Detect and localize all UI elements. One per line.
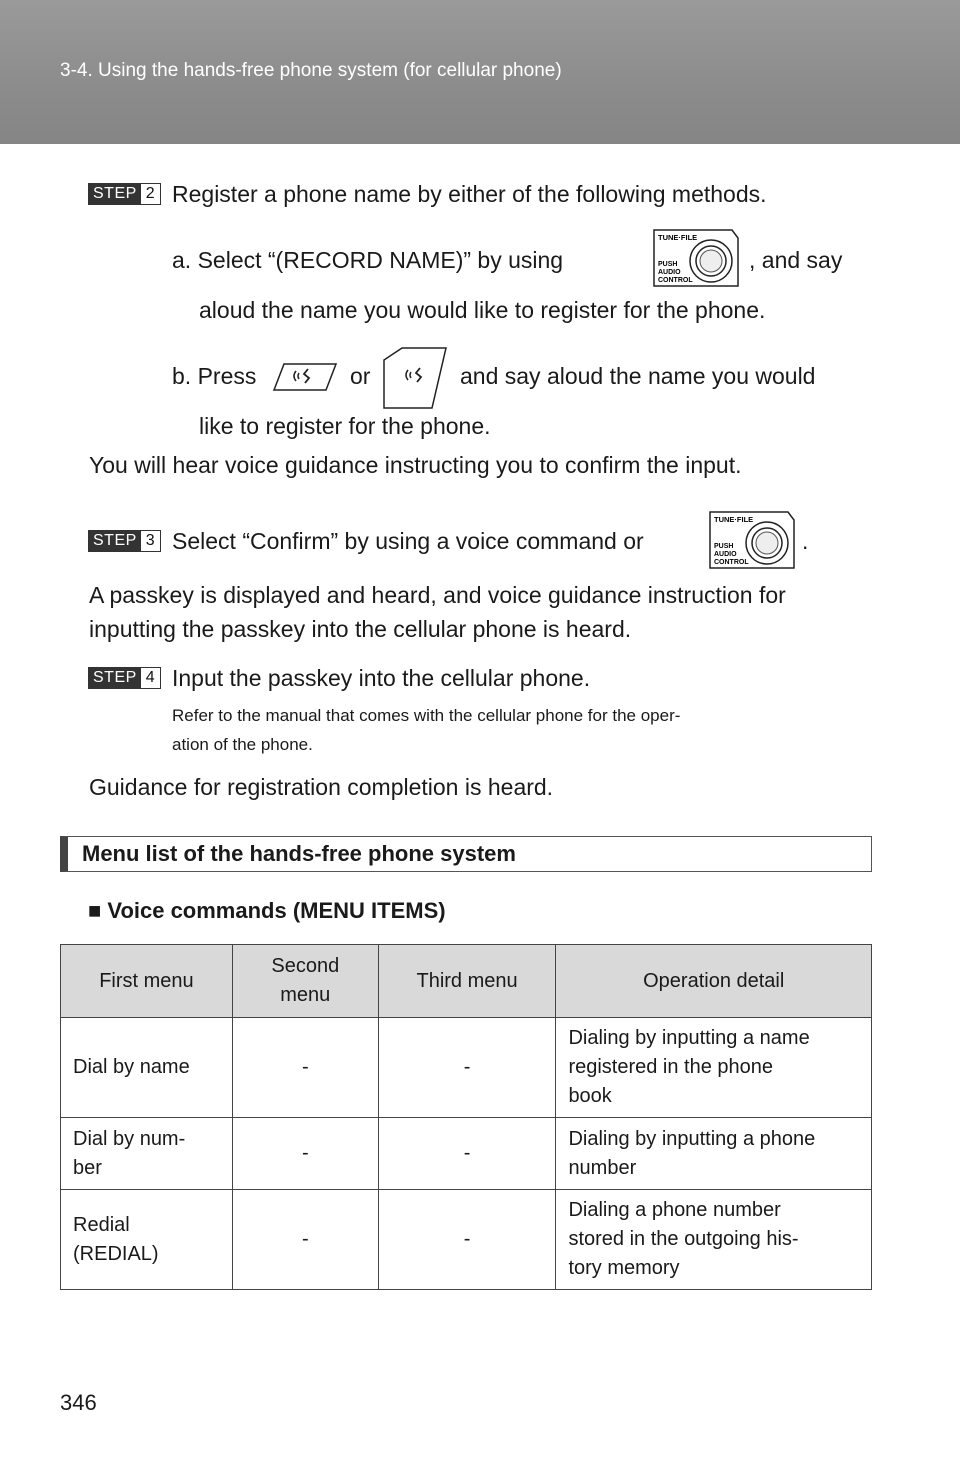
header-third-menu: Third menu xyxy=(378,945,556,1018)
method-a-text: a. Select “(RECORD NAME)” by using xyxy=(172,247,564,273)
header-second-menu: Second menu xyxy=(232,945,378,1018)
step-badge-4: STEP 4 xyxy=(88,667,161,689)
svg-text:TUNE·FILE: TUNE·FILE xyxy=(714,515,754,524)
cell-detail: Dialing by inputting a phone number xyxy=(556,1118,872,1190)
voice-guidance-text: You will hear voice guidance instructing you to confirm the input. xyxy=(89,452,742,478)
page-header xyxy=(0,0,960,144)
talk-switch-large-icon xyxy=(382,346,448,410)
cell-third: - xyxy=(378,1190,556,1290)
cell-detail: Dialing a phone number stored in the outgoing his- tory memory xyxy=(556,1190,872,1290)
note-line-1: Refer to the manual that comes with the cellular phone for the oper- xyxy=(172,706,681,725)
cell-detail: Dialing by inputting a name registered in the phone book xyxy=(556,1018,872,1118)
header-operation-detail: Operation detail xyxy=(556,945,872,1018)
completion-text: Guidance for registration completion is heard. xyxy=(89,774,554,800)
method-a-suffix: , and say xyxy=(749,247,843,273)
cell-first: Redial (REDIAL) xyxy=(61,1190,233,1290)
passkey-text-1: A passkey is displayed and heard, and voice guidance instruction for xyxy=(89,582,786,608)
table-header-row xyxy=(61,945,872,1018)
step-badge-2: STEP 2 xyxy=(88,183,161,205)
svg-text:AUDIO: AUDIO xyxy=(658,269,681,276)
chapter-title: 3-4. Using the hands-free phone system (for cellular phone) xyxy=(60,60,562,81)
svg-text:PUSH: PUSH xyxy=(714,543,734,550)
step-badge-3: STEP 3 xyxy=(88,530,161,552)
step-2-text: Register a phone name by either of the following methods. xyxy=(172,181,767,207)
method-b-suffix: and say aloud the name you would xyxy=(460,363,816,389)
section-heading: Menu list of the hands-free phone system xyxy=(60,836,872,872)
svg-text:PUSH: PUSH xyxy=(658,261,678,268)
svg-text:CONTROL: CONTROL xyxy=(658,277,693,284)
cell-second: - xyxy=(232,1118,378,1190)
cell-first: Dial by num- ber xyxy=(61,1118,233,1190)
menu-items-table xyxy=(60,944,872,1290)
passkey-text-2: inputting the passkey into the cellular phone is heard. xyxy=(89,616,632,642)
note-line-2: ation of the phone. xyxy=(172,735,313,754)
cell-second: - xyxy=(232,1018,378,1118)
page-number: 346 xyxy=(60,1390,97,1415)
svg-text:CONTROL: CONTROL xyxy=(714,559,749,566)
talk-switch-icon xyxy=(272,362,338,392)
tune-file-knob-icon xyxy=(708,510,796,570)
step-3-end: . xyxy=(802,528,809,554)
svg-text:TUNE·FILE: TUNE·FILE xyxy=(658,233,698,242)
step-4-text: Input the passkey into the cellular phone. xyxy=(172,665,591,691)
table-row xyxy=(61,1018,872,1118)
table-row xyxy=(61,1118,872,1190)
header-first-menu: First menu xyxy=(61,945,233,1018)
subsection-heading: ■ Voice commands (MENU ITEMS) xyxy=(88,898,446,923)
method-b-or: or xyxy=(350,363,371,389)
table-row xyxy=(61,1190,872,1290)
tune-file-knob-icon xyxy=(652,228,740,288)
step-3-text: Select “Confirm” by using a voice command or xyxy=(172,528,644,554)
method-a-line2: aloud the name you would like to register for the phone. xyxy=(199,297,766,323)
cell-third: - xyxy=(378,1018,556,1118)
svg-text:AUDIO: AUDIO xyxy=(714,551,737,558)
cell-third: - xyxy=(378,1118,556,1190)
method-b-prefix: b. Press xyxy=(172,363,257,389)
cell-second: - xyxy=(232,1190,378,1290)
cell-first: Dial by name xyxy=(61,1018,233,1118)
method-b-line2: like to register for the phone. xyxy=(199,413,491,439)
